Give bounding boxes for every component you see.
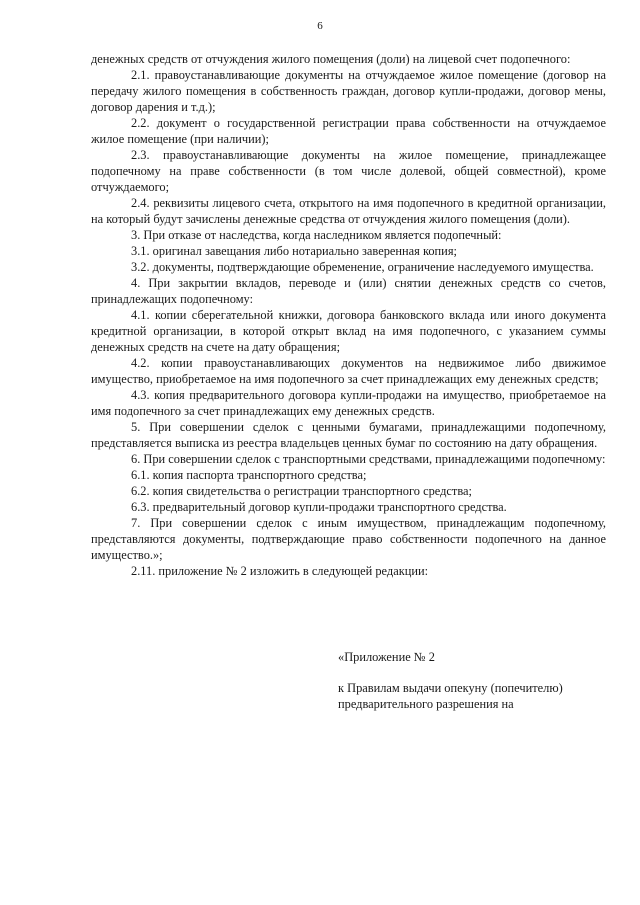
paragraph-item-2-2: 2.2. документ о государственной регистрации права собственности на отчуждаемое жилое помещение (при наличии); [91, 116, 606, 146]
appendix-subtitle-line-1: к Правилам выдачи опекуну (попечителю) [338, 681, 563, 695]
paragraph-item-3-1: 3.1. оригинал завещания либо нотариально заверенная копия; [131, 244, 457, 258]
paragraph-item-4-3: 4.3. копия предварительного договора купли-продажи на имущество, приобретаемое на имя подопечного за счет принадлежащих ему денежных средств. [91, 388, 606, 418]
page-number: 6 [317, 20, 323, 32]
paragraph-intro-continuation: денежных средств от отчуждения жилого помещения (доли) на лицевой счет подопечного: [91, 52, 571, 66]
paragraph-item-3: 3. При отказе от наследства, когда наследником является подопечный: [131, 228, 502, 242]
paragraph-item-4-2: 4.2. копии правоустанавливающих документов на недвижимое либо движимое имущество, приобретаемое на имя подопечного за счет принадлежащих ему денежных средств; [91, 356, 606, 386]
paragraph-item-4: 4. При закрытии вкладов, переводе и (или) снятии денежных средств со счетов, принадлежащих подопечному: [91, 276, 606, 306]
paragraph-item-2-4: 2.4. реквизиты лицевого счета, открытого на имя подопечного в кредитной организации, на который будут зачислены денежные средства от отчуждения жилого помещения (доли). [91, 196, 606, 226]
appendix-heading [338, 649, 618, 665]
document-body [91, 51, 606, 579]
paragraph-item-6-1: 6.1. копия паспорта транспортного средства; [131, 468, 367, 482]
paragraph-item-7: 7. При совершении сделок с иным имуществом, принадлежащим подопечному, представляются документы, подтверждающие право собственности подопечного на данное имущество.»; [91, 516, 606, 562]
paragraph-item-4-1: 4.1. копии сберегательной книжки, договора банковского вклада или иного документа кредитной организации, в которой открыт вклад на имя подопечного, с указанием суммы денежных средств на счете на дату обращения; [91, 308, 606, 354]
appendix-title: «Приложение № 2 [338, 650, 435, 664]
appendix-subtitle-line-2: предварительного разрешения на [338, 697, 514, 711]
paragraph-item-3-2: 3.2. документы, подтверждающие обременение, ограничение наследуемого имущества. [131, 260, 594, 274]
appendix-subtitle-block [338, 680, 618, 712]
paragraph-item-2-11: 2.11. приложение № 2 изложить в следующей редакции: [131, 564, 429, 578]
paragraph-item-2-1: 2.1. правоустанавливающие документы на отчуждаемое жилое помещение (договор на передачу жилого помещения в собственность граждан, договор купли-продажи, договор мены, договор дарения и т.д.); [91, 68, 606, 114]
paragraph-item-2-3: 2.3. правоустанавливающие документы на жилое помещение, принадлежащее подопечному на праве собственности (в том числе долевой, общей совместной), кроме отчуждаемого; [91, 148, 606, 194]
paragraph-item-5: 5. При совершении сделок с ценными бумагами, принадлежащими подопечному, представляется выписка из реестра владельцев ценных бумаг по состоянию на дату обращения. [91, 420, 606, 450]
paragraph-item-6: 6. При совершении сделок с транспортными средствами, принадлежащими подопечному: [131, 452, 606, 466]
paragraph-item-6-2: 6.2. копия свидетельства о регистрации транспортного средства; [131, 484, 472, 498]
paragraph-item-6-3: 6.3. предварительный договор купли-продажи транспортного средства. [131, 500, 507, 514]
